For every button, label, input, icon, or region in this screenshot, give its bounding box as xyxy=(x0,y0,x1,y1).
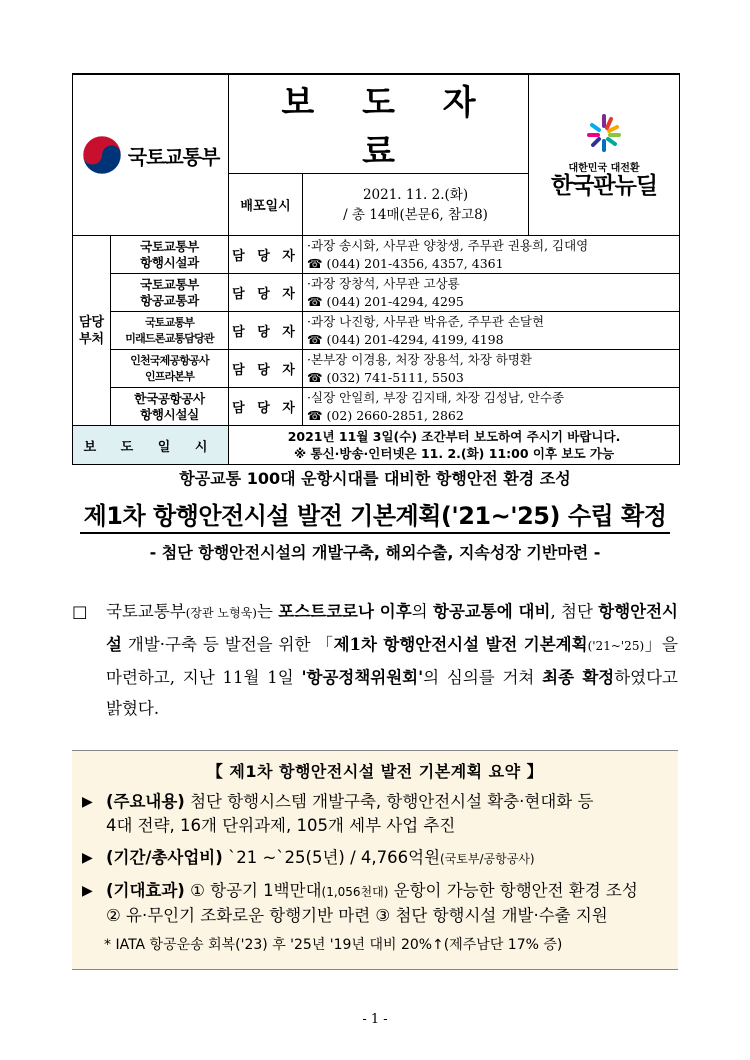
taegeuk-logo-icon xyxy=(82,135,122,175)
ministry-name: 국토교통부 xyxy=(127,144,220,169)
headline-tagline: - 첨단 항행안전시설의 개발구축, 해외수출, 지속성장 기반마련 - xyxy=(149,543,601,562)
role-label: 담 당 자 xyxy=(229,350,303,388)
distribution-pages: / 총 14매(본문6, 참고8) xyxy=(343,206,488,223)
publication-line2: ※ 통신·방송·인터넷은 11. 2.(화) 11:00 이후 보도 가능 xyxy=(294,446,615,461)
header-table xyxy=(72,73,680,465)
new-deal-brand xyxy=(529,74,680,236)
triangle-bullet-icon: ▶ xyxy=(82,883,93,899)
dept-cell: 국토교통부 항공교통과 xyxy=(111,274,229,312)
contact-cell: ·실장 안일희, 부장 김지태, 차장 김성남, 안수종 ☎ (02) 2660-2851, 2862 xyxy=(303,388,680,426)
ministry-logo-cell xyxy=(73,74,229,236)
body-paragraph: □ 국토교통부(장관 노형욱)는 포스트코로나 이후의 항공교통에 대비, 첨단 항행안전시설 개발·구축 등 발전을 위한 「제1차 항행안전시설 발전 기본계획('21~'25)」을 마련하고, 지난 11월 1일 '항공정책위원회'의 심의를 거쳐 최종 확정하였다고 밝혔다. xyxy=(72,596,678,724)
brand-title: 한국판뉴딜 xyxy=(550,172,658,199)
summary-title: 【 제1차 항행안전시설 발전 기본계획 요약 】 xyxy=(206,762,544,781)
contact-cell: ·과장 나진항, 사무관 박유준, 주무관 손달현 ☎ (044) 201-4294, 4199, 4198 xyxy=(303,312,680,350)
distribution-label: 배포일시 xyxy=(229,174,303,236)
triangle-bullet-icon: ▶ xyxy=(82,850,93,866)
summary-item-content: ▶ (주요내용) 첨단 항행시스템 개발구축, 항행안전시설 확충·현대화 등 4대 전략, 16개 단위과제, 105개 세부 사업 추진 xyxy=(82,792,594,835)
role-label: 담 당 자 xyxy=(229,388,303,426)
contact-cell: ·과장 장창석, 사무관 고상룡 ☎ (044) 201-4294, 4295 xyxy=(303,274,680,312)
square-bullet-icon: □ xyxy=(72,602,88,621)
dept-cell: 한국공항공사 항행시설실 xyxy=(111,388,229,426)
contacts-label: 담당 부처 xyxy=(73,236,111,426)
publication-label: 보 도 일 시 xyxy=(73,426,229,465)
publication-line1: 2021년 11월 3일(수) 조간부터 보도하여 주시기 바랍니다. xyxy=(287,429,621,444)
distribution-info xyxy=(303,174,529,236)
summary-note: * IATA 항공운송 회복('23) 후 '25년 '19년 대비 20%↑(제주남단 17% 증) xyxy=(104,937,563,953)
summary-box xyxy=(72,750,678,970)
contact-cell: ·과장 송시화, 사무관 양창생, 주무관 권용희, 김대영 ☎ (044) 201-4356, 4357, 4361 xyxy=(303,236,680,274)
dept-cell: 국토교통부 미래드론교통담당관 xyxy=(111,312,229,350)
role-label: 담 당 자 xyxy=(229,236,303,274)
page-number: - 1 - xyxy=(362,1012,388,1027)
role-label: 담 당 자 xyxy=(229,274,303,312)
role-label: 담 당 자 xyxy=(229,312,303,350)
summary-item-period: ▶ (기간/총사업비) `21 ~`25(5년) / 4,766억원(국토부/공항공사) xyxy=(72,846,678,871)
contact-cell: ·본부장 이경용, 처장 장용석, 차장 하명환 ☎ (032) 741-5111, 5503 xyxy=(303,350,680,388)
publication-info xyxy=(229,426,680,465)
dept-cell: 인천국제공항공사 인프라본부 xyxy=(111,350,229,388)
headline-main: 제1차 항행안전시설 발전 기본계획('21~'25) 수립 확정 xyxy=(0,496,750,531)
new-deal-star-icon xyxy=(581,113,627,153)
headline-sub: 항공교통 100대 운항시대를 대비한 항행안전 환경 조성 xyxy=(179,469,571,488)
summary-item-effect: ▶ (기대효과) ① 항공기 1백만대(1,056천대) 운항이 가능한 항행안전 환경 조성 ② 유·무인기 조화로운 항행기반 마련 ③ 첨단 항행시설 개발·수출 지원 xyxy=(82,881,638,925)
triangle-bullet-icon: ▶ xyxy=(82,794,93,810)
dept-cell: 국토교통부 항행시설과 xyxy=(111,236,229,274)
distribution-date: 2021. 11. 2.(화) xyxy=(362,186,469,203)
brand-subtitle: 대한민국 대전환 xyxy=(568,162,640,174)
press-release-title: 보 도 자 료 xyxy=(229,74,529,174)
